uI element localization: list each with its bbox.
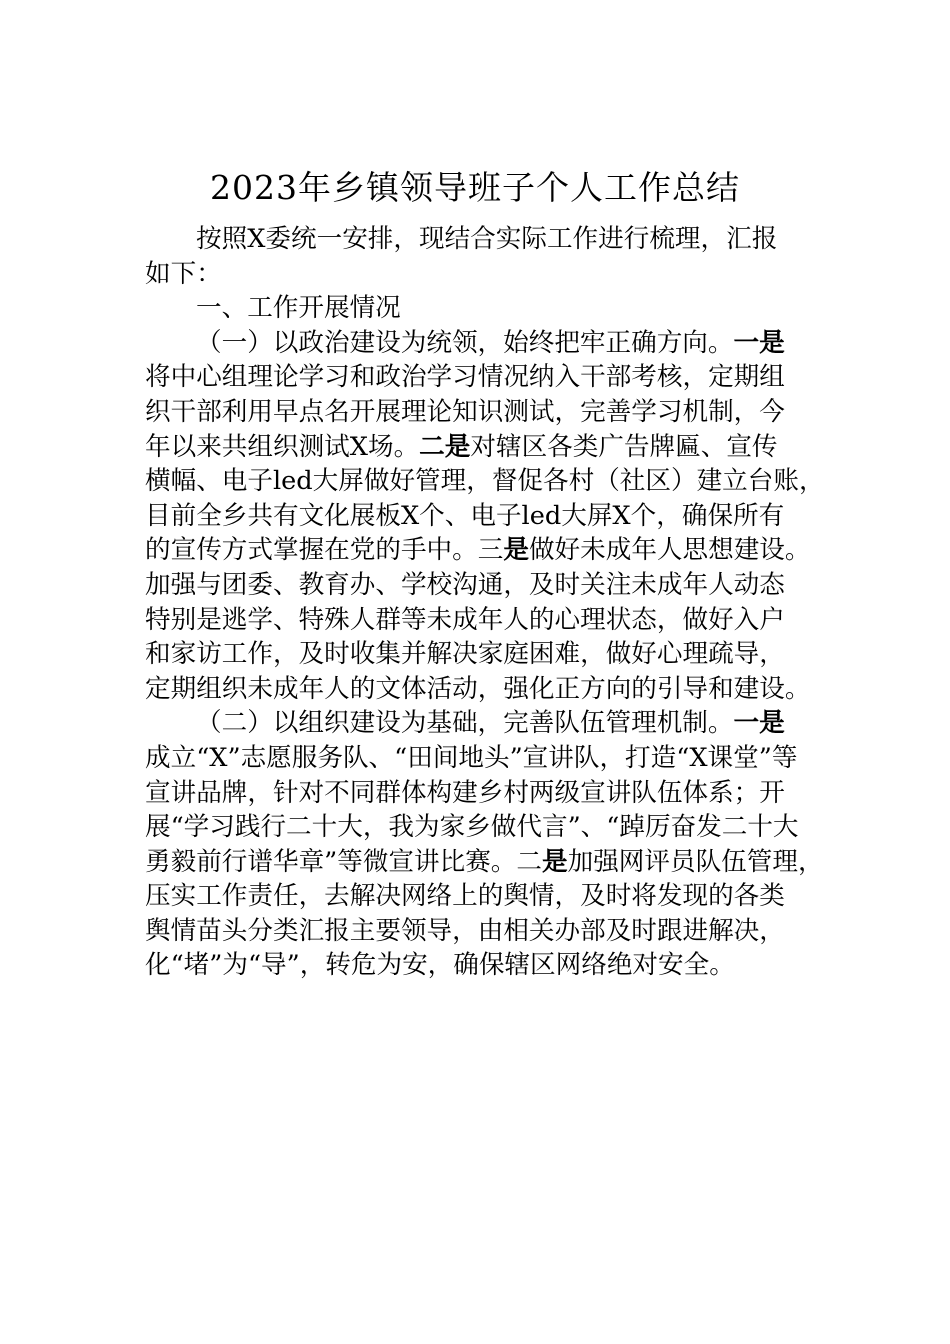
text-run: 加强网评员队伍管理， [567,846,824,877]
text-line [145,845,845,880]
text-run: 特别是逃学、特殊人群等未成年人的心理状态，做好入户 [145,604,785,635]
bold-text-run: 是 [542,846,568,877]
text-run: 和家访工作，及时收集并解决家庭困难，做好心理疏导， [145,639,785,670]
text-line [145,948,845,983]
document-title: 2023年乡镇领导班子个人工作总结 [210,168,740,207]
text-run: （一）以政治建设为统领，始终把牢正确方向。 [196,327,734,358]
text-run: 压实工作责任，去解决网络上的舆情，及时将发现的各类 [145,881,785,912]
text-line [145,879,845,914]
text-run: 化“堵”为“导”，转危为安，确保辖区网络绝对安全。 [145,950,735,981]
text-line [145,603,845,638]
text-line [145,533,845,568]
bold-text-run: 一是 [733,327,785,358]
text-line [145,914,845,949]
text-line [145,672,845,707]
text-run: 目前全乡共有文化展板X个、电子led大屏X个，确保所有 [145,500,785,531]
text-run: 按照X委统一安排，现结合实际工作进行梳理，汇报 [196,224,778,254]
text-run: （二）以组织建设为基础，完善队伍管理机制。 [196,708,734,739]
text-line [145,430,845,465]
text-run: 横幅、电子led大屏做好管理，督促各村（社区）建立台账， [145,466,825,497]
text-run: 做好未成年人思想建设。 [528,535,811,566]
text-line [145,568,845,603]
text-run: 对辖区各类广告牌匾、宣传 [470,431,778,462]
text-line [145,776,845,811]
document-body [145,222,845,983]
text-line [145,395,845,430]
text-line [145,637,845,672]
text-run: 如下： [145,258,222,289]
text-run: 勇毅前行谱华章”等微宣讲比赛。二 [145,846,542,877]
text-line [145,326,845,361]
bold-text-run: 是 [503,535,529,566]
text-line [145,222,845,257]
text-line [145,464,845,499]
text-run: 成立“X”志愿服务队、“田间地头”宣讲队，打造“X课堂”等 [145,742,798,773]
text-line [145,360,845,395]
bold-text-run: 一是 [733,708,785,739]
text-line [145,706,845,741]
text-run: 舆情苗头分类汇报主要领导，由相关办部及时跟进解决， [145,915,785,946]
text-line [145,257,845,292]
text-run: 展“学习践行二十大，我为家乡做代言”、“踔厉奋发二十大 [145,812,799,843]
text-run: 织干部利用早点名开展理论知识测试，完善学习机制，今 [145,396,785,427]
text-line [145,741,845,776]
text-run: 加强与团委、教育办、学校沟通，及时关注未成年人动态 [145,569,785,600]
text-run: 宣讲品牌，针对不同群体构建乡村两级宣讲队伍体系；开 [145,777,785,808]
text-line [145,499,845,534]
text-run: 年以来共组织测试X场。 [145,431,420,462]
text-run: 一、工作开展情况 [196,293,401,324]
bold-text-run: 二是 [419,431,471,462]
text-run: 将中心组理论学习和政治学习情况纳入干部考核，定期组 [145,362,785,393]
text-run: 的宣传方式掌握在党的手中。三 [145,535,504,566]
text-line [145,810,845,845]
text-line [145,291,845,326]
text-run: 定期组织未成年人的文体活动，强化正方向的引导和建设。 [145,673,811,704]
